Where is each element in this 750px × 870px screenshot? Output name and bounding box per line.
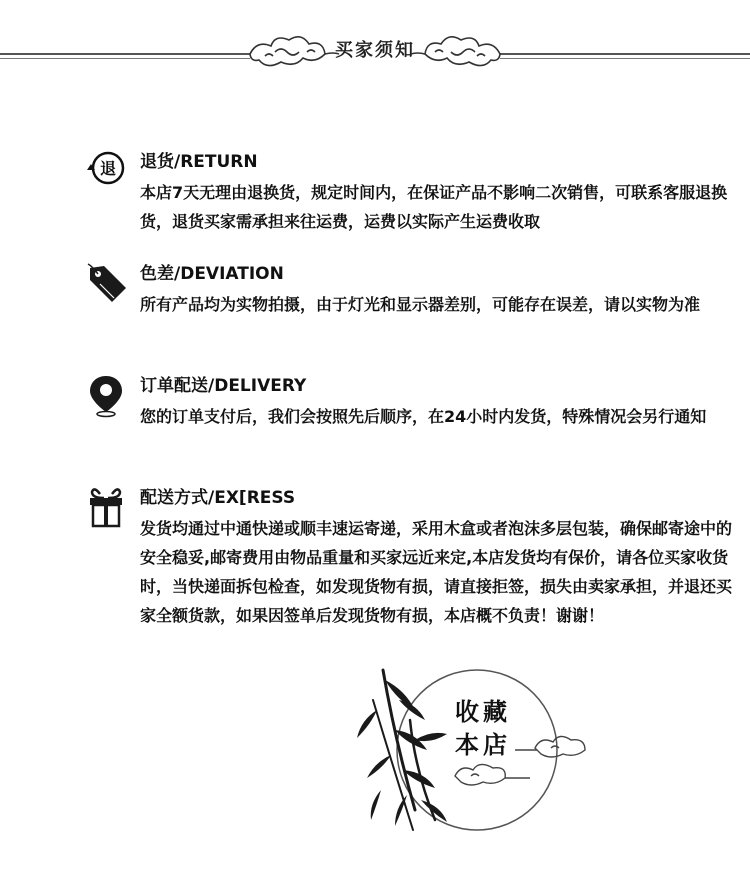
return-icon: [84, 150, 128, 194]
section-title: 色差/DEVIATION: [140, 264, 284, 284]
price-tag-icon: [84, 262, 128, 306]
bookmark-shop-stamp: [355, 660, 595, 860]
cloud-ornament-right: [410, 30, 505, 78]
section-body: 本店7天无理由退换货，规定时间内，在保证产品不影响二次销售，可联系客服退换货，退货买家需承担来往运费，运费以实际产生运费收取: [140, 183, 728, 231]
section-delivery: [84, 374, 744, 464]
section-body: 发货均通过中通快递或顺丰速运寄递，采用木盒或者泡沫多层包装，确保邮寄途中的安全稳妥,邮寄费用由物品重量和买家远近来定,本店发货均有保价，请各位买家收货时，当快递面拆包检查，如发现货物有损，请直接拒签，损失由卖家承担，并退还买家全额货款，如果因签单后发现货物有损，本店概不负责！谢谢！: [140, 519, 733, 625]
page-title: 买家须知: [335, 40, 415, 61]
section-return: [84, 150, 744, 240]
section-body: 您的订单支付后，我们会按照先后顺序，在24小时内发货，特殊情况会另行通知: [140, 407, 707, 426]
stamp-line-1: 收藏: [455, 697, 511, 726]
header-rule-right: [500, 53, 750, 55]
location-pin-icon: [84, 374, 128, 418]
header-rule-left: [0, 53, 250, 55]
section-deviation: [84, 262, 744, 352]
section-title: 配送方式/EX[RESS: [140, 488, 296, 508]
stamp-line-2: 本店: [455, 730, 511, 759]
page-header: [0, 0, 750, 100]
section-title: 退货/RETURN: [140, 152, 258, 172]
section-express: [84, 486, 744, 656]
gift-box-icon: [84, 486, 128, 530]
svg-text:退: 退: [99, 159, 117, 178]
section-title: 订单配送/DELIVERY: [140, 376, 307, 396]
section-body: 所有产品均为实物拍摄，由于灯光和显示器差别，可能存在误差，请以实物为准: [140, 295, 701, 314]
ink-circle-illustration: [355, 660, 595, 860]
